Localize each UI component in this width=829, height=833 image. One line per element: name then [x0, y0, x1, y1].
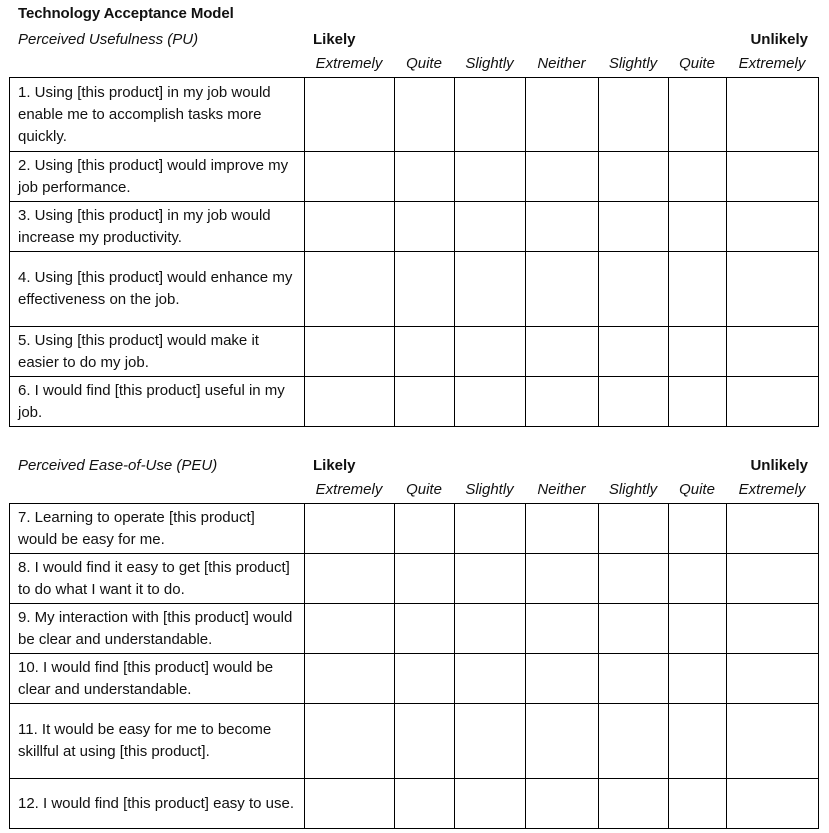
rating-cell-slightly-unlikely[interactable]: [599, 202, 669, 252]
rating-cell-quite-unlikely[interactable]: [669, 554, 727, 604]
scale-col-quite-likely: Quite: [406, 481, 442, 498]
rating-cell-extremely-unlikely[interactable]: [727, 704, 819, 779]
rating-cell-extremely-likely[interactable]: [305, 604, 395, 654]
question-text: 3. Using [this product] in my job would increase my productivity.: [10, 202, 305, 252]
question-text: 11. It would be easy for me to become skillful at using [this product].: [10, 704, 305, 779]
rating-cell-neither[interactable]: [526, 604, 599, 654]
question-row: [10, 327, 819, 377]
rating-cell-extremely-unlikely[interactable]: [727, 78, 819, 152]
rating-cell-quite-likely[interactable]: [395, 654, 455, 704]
rating-cell-extremely-likely[interactable]: [305, 252, 395, 327]
scale-col-slightly-likely: Slightly: [465, 55, 514, 72]
scale-col-extremely-unlikely: Extremely: [738, 55, 806, 72]
rating-cell-neither[interactable]: [526, 554, 599, 604]
rating-cell-extremely-unlikely[interactable]: [727, 779, 819, 829]
rating-cell-quite-unlikely[interactable]: [669, 252, 727, 327]
question-row: [10, 554, 819, 604]
rating-cell-slightly-likely[interactable]: [455, 654, 526, 704]
question-text: 2. Using [this product] would improve my job performance.: [10, 152, 305, 202]
rating-cell-extremely-likely[interactable]: [305, 327, 395, 377]
rating-cell-neither[interactable]: [526, 654, 599, 704]
question-text: 7. Learning to operate [this product] would be easy for me.: [10, 504, 305, 554]
rating-cell-slightly-unlikely[interactable]: [599, 377, 669, 427]
rating-cell-neither[interactable]: [526, 252, 599, 327]
section-label: Perceived Ease-of-Use (PEU): [18, 457, 218, 474]
rating-cell-quite-likely[interactable]: [395, 152, 455, 202]
pu-rating-table: [9, 77, 819, 427]
rating-cell-slightly-likely[interactable]: [455, 504, 526, 554]
question-text: 12. I would find [this product] easy to use.: [10, 779, 305, 829]
rating-cell-quite-unlikely[interactable]: [669, 779, 727, 829]
question-row: [10, 78, 819, 152]
rating-cell-extremely-unlikely[interactable]: [727, 152, 819, 202]
rating-cell-slightly-unlikely[interactable]: [599, 78, 669, 152]
question-text: 4. Using [this product] would enhance my effectiveness on the job.: [10, 252, 305, 327]
question-row: [10, 779, 819, 829]
question-row: [10, 202, 819, 252]
rating-cell-slightly-likely[interactable]: [455, 152, 526, 202]
rating-cell-extremely-unlikely[interactable]: [727, 202, 819, 252]
question-text: 8. I would find it easy to get [this product] to do what I want it to do.: [10, 554, 305, 604]
question-text: 6. I would find [this product] useful in my job.: [10, 377, 305, 427]
rating-cell-quite-unlikely[interactable]: [669, 78, 727, 152]
rating-cell-neither[interactable]: [526, 327, 599, 377]
rating-cell-slightly-unlikely[interactable]: [599, 779, 669, 829]
question-row: [10, 704, 819, 779]
rating-cell-extremely-likely[interactable]: [305, 78, 395, 152]
scale-col-slightly-likely: Slightly: [465, 481, 514, 498]
rating-cell-quite-likely[interactable]: [395, 202, 455, 252]
rating-cell-quite-likely[interactable]: [395, 377, 455, 427]
scale-col-extremely-likely: Extremely: [315, 55, 383, 72]
peu-rating-table: [9, 503, 819, 829]
scale-unlikely-label: Unlikely: [750, 457, 808, 474]
scale-col-extremely-unlikely: Extremely: [738, 481, 806, 498]
rating-cell-neither[interactable]: [526, 78, 599, 152]
scale-col-slightly-unlikely: Slightly: [608, 55, 658, 72]
rating-cell-quite-likely[interactable]: [395, 604, 455, 654]
scale-likely-label: Likely: [313, 457, 356, 474]
rating-cell-quite-unlikely[interactable]: [669, 604, 727, 654]
rating-cell-slightly-unlikely[interactable]: [599, 152, 669, 202]
rating-cell-extremely-unlikely[interactable]: [727, 604, 819, 654]
rating-cell-neither[interactable]: [526, 504, 599, 554]
page-title: Technology Acceptance Model: [18, 5, 234, 22]
rating-cell-extremely-unlikely[interactable]: [727, 554, 819, 604]
question-row: [10, 654, 819, 704]
rating-cell-quite-unlikely[interactable]: [669, 704, 727, 779]
rating-cell-extremely-unlikely[interactable]: [727, 327, 819, 377]
rating-cell-slightly-likely[interactable]: [455, 78, 526, 152]
rating-cell-extremely-likely[interactable]: [305, 704, 395, 779]
rating-cell-quite-unlikely[interactable]: [669, 202, 727, 252]
scale-unlikely-label: Unlikely: [750, 31, 808, 48]
rating-cell-slightly-likely[interactable]: [455, 377, 526, 427]
section-label: Perceived Usefulness (PU): [18, 31, 199, 48]
scale-likely-label: Likely: [313, 31, 356, 48]
scale-col-neither: Neither: [537, 55, 586, 72]
rating-cell-quite-likely[interactable]: [395, 252, 455, 327]
rating-cell-slightly-likely[interactable]: [455, 202, 526, 252]
rating-cell-extremely-likely[interactable]: [305, 554, 395, 604]
rating-cell-quite-likely[interactable]: [395, 779, 455, 829]
rating-cell-slightly-likely[interactable]: [455, 704, 526, 779]
rating-cell-quite-likely[interactable]: [395, 704, 455, 779]
rating-cell-extremely-likely[interactable]: [305, 152, 395, 202]
question-text: 5. Using [this product] would make it easier to do my job.: [10, 327, 305, 377]
rating-cell-slightly-unlikely[interactable]: [599, 252, 669, 327]
rating-cell-neither[interactable]: [526, 152, 599, 202]
question-text: 9. My interaction with [this product] would be clear and understandable.: [10, 604, 305, 654]
rating-cell-quite-likely[interactable]: [395, 327, 455, 377]
question-row: [10, 152, 819, 202]
scale-col-quite-unlikely: Quite: [679, 55, 715, 72]
question-row: [10, 377, 819, 427]
rating-cell-slightly-likely[interactable]: [455, 604, 526, 654]
rating-cell-extremely-likely[interactable]: [305, 377, 395, 427]
rating-cell-slightly-likely[interactable]: [455, 252, 526, 327]
rating-cell-quite-unlikely[interactable]: [669, 327, 727, 377]
question-text: 1. Using [this product] in my job would enable me to accomplish tasks more quickly.: [10, 78, 305, 152]
rating-cell-slightly-unlikely[interactable]: [599, 654, 669, 704]
rating-cell-slightly-likely[interactable]: [455, 327, 526, 377]
rating-cell-extremely-unlikely[interactable]: [727, 504, 819, 554]
rating-cell-slightly-likely[interactable]: [455, 779, 526, 829]
rating-cell-neither[interactable]: [526, 704, 599, 779]
question-row: [10, 504, 819, 554]
rating-cell-quite-unlikely[interactable]: [669, 504, 727, 554]
rating-cell-slightly-unlikely[interactable]: [599, 504, 669, 554]
question-row: [10, 604, 819, 654]
rating-cell-quite-likely[interactable]: [395, 554, 455, 604]
scale-col-slightly-unlikely: Slightly: [608, 481, 658, 498]
rating-cell-quite-unlikely[interactable]: [669, 654, 727, 704]
scale-col-quite-unlikely: Quite: [679, 481, 715, 498]
rating-cell-slightly-likely[interactable]: [455, 554, 526, 604]
rating-cell-quite-unlikely[interactable]: [669, 152, 727, 202]
rating-cell-extremely-unlikely[interactable]: [727, 654, 819, 704]
rating-cell-extremely-unlikely[interactable]: [727, 377, 819, 427]
question-text: 10. I would find [this product] would be clear and understandable.: [10, 654, 305, 704]
rating-cell-extremely-likely[interactable]: [305, 779, 395, 829]
rating-cell-slightly-unlikely[interactable]: [599, 704, 669, 779]
rating-cell-neither[interactable]: [526, 202, 599, 252]
rating-cell-extremely-likely[interactable]: [305, 202, 395, 252]
scale-col-extremely-likely: Extremely: [315, 481, 383, 498]
rating-cell-neither[interactable]: [526, 779, 599, 829]
rating-cell-slightly-unlikely[interactable]: [599, 604, 669, 654]
rating-cell-neither[interactable]: [526, 377, 599, 427]
question-row: [10, 252, 819, 327]
scale-col-quite-likely: Quite: [406, 55, 442, 72]
rating-cell-quite-likely[interactable]: [395, 78, 455, 152]
rating-cell-slightly-unlikely[interactable]: [599, 554, 669, 604]
rating-cell-quite-unlikely[interactable]: [669, 377, 727, 427]
rating-cell-extremely-likely[interactable]: [305, 504, 395, 554]
rating-cell-extremely-likely[interactable]: [305, 654, 395, 704]
rating-cell-quite-likely[interactable]: [395, 504, 455, 554]
rating-cell-extremely-unlikely[interactable]: [727, 252, 819, 327]
rating-cell-slightly-unlikely[interactable]: [599, 327, 669, 377]
scale-col-neither: Neither: [537, 481, 586, 498]
